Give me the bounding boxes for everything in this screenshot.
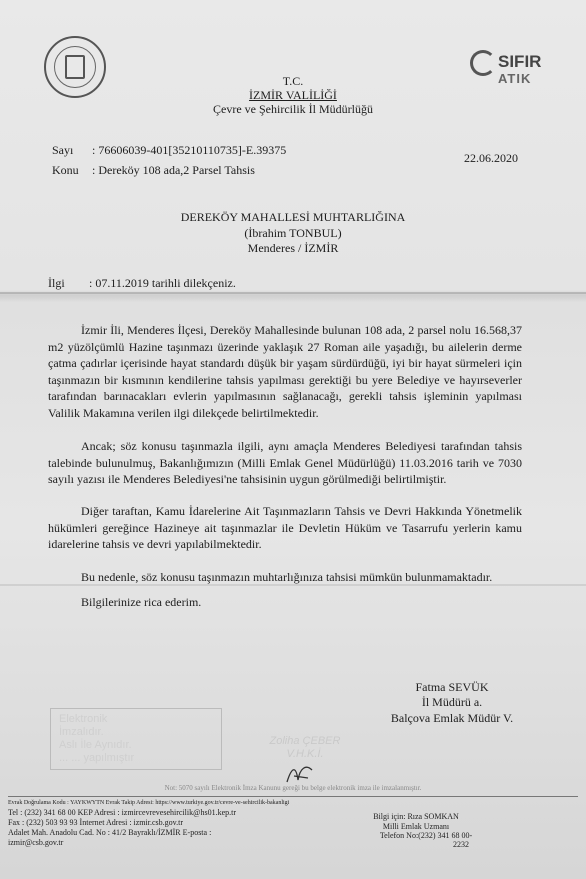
- footer-address: Adalet Mah. Anadolu Cad. No : 41/2 Bayraklı/İZMİR E-posta :: [8, 828, 212, 837]
- ilgi-value: : 07.11.2019 tarihli dilekçeniz.: [89, 276, 236, 290]
- footer-email: izmir@csb.gov.tr: [8, 838, 64, 847]
- stamp-line: Aslı İle Aynıdır.: [59, 739, 132, 751]
- electronic-signature-stamp: [50, 708, 222, 770]
- verification-stamp: [250, 735, 360, 761]
- signer-name: Fatma SEVÜK: [415, 680, 489, 694]
- header-tc: T.C.: [282, 74, 304, 88]
- signer-office: Balçova Emlak Müdür V.: [390, 711, 514, 725]
- body-paragraph-4: Bu nedenle, söz konusu taşınmazın muhtarlığınıza tahsisi mümkün bulunmamaktadır.: [81, 570, 493, 584]
- stamp-line: Elektronik: [59, 713, 108, 725]
- addressee-title: DEREKÖY MAHALLESİ MUHTARLIĞINA: [180, 210, 406, 224]
- logo-text-1: SIFIR: [498, 52, 542, 71]
- body-paragraph-1: İzmir İli, Menderes İlçesi, Dereköy Mahallesinde bulunan 108 ada, 2 parsel nolu 16.568,37 m2 yüzölçümlü Hazine taşınmazı üzerinde yaklaşık 27 Roman aile yaşadığı, bu ailelerin derme çatma çadırlar içerisinde hayat standardı düşük bir yaşam sürdürdüğü, iyi bir hayat sürmeleri için taşınmazın bir kısmının kendilerine tahsis yapılması gerektiği bu yere Belediye ve hayırseverler tarafından barınacakları evlerin yapılmasının sağlanacağı, gerekli tahsis işleminin yapılması Valilik Makamına verilen ilgi dilekçede belirtilmektedir.: [48, 323, 522, 420]
- addressee-location: Menderes / İZMİR: [247, 241, 339, 255]
- esign-note: Not: 5070 sayılı Elektronik İmza Kanunu gereği bu belge elektronik imza ile imzalanmıştır.: [164, 784, 422, 792]
- footer-fax: Fax : (232) 503 93 93 İnternet Adresi : izmir.csb.gov.tr: [8, 818, 184, 827]
- stamp-line: İmzalıdır.: [59, 726, 104, 738]
- stamp-line: V.H.K.İ.: [286, 748, 324, 760]
- body-paragraph-3: Diğer taraftan, Kamu İdarelerine Ait Taşınmazların Tahsis ve Devri Hakkında Yönetmelik hükümleri gereğince Hazineye ait taşınmazlar ile Devletin Hüküm ve Tasarrufu yerlerin kamu idarelerine tahsis ve devri yapılabilmektedir.: [48, 504, 522, 552]
- stamp-line: Zoliha ÇEBER: [269, 735, 341, 747]
- addressee-name: (İbrahim TONBUL): [244, 226, 342, 240]
- footer-verify: Evrak Doğrulama Kodu : YAYKWYTN Evrak Takip Adresi: https://www.turkiye.gov.tr/cevre-ve-sehircilik-bakanligi: [8, 800, 290, 806]
- ilgi-label: İlgi: [48, 276, 65, 290]
- recycle-ring-icon: [470, 50, 496, 76]
- logo-text-2: ATIK: [498, 71, 532, 86]
- paper-fold: [0, 292, 586, 294]
- header-valilik: İZMİR VALİLİĞİ: [249, 88, 337, 102]
- stamp-line: ... ... yapılmıştır: [59, 752, 135, 764]
- footer-info-ext: 2232: [453, 840, 469, 849]
- konu-value: : Dereköy 108 ada,2 Parsel Tahsis: [92, 163, 255, 177]
- konu-label: Konu: [52, 163, 79, 177]
- header-mudurluk: Çevre ve Şehircilik İl Müdürlüğü: [213, 102, 373, 116]
- signer-title: İl Müdürü a.: [421, 695, 483, 709]
- sayi-value: : 76606039-401[35210110735]-E.39375: [92, 143, 287, 157]
- footer-divider: [8, 796, 578, 797]
- footer-info-phone: Telefon No:(232) 341 68 00-: [379, 831, 473, 840]
- document-date: 22.06.2020: [464, 151, 518, 165]
- body-paragraph-2: Ancak; söz konusu taşınmazla ilgili, aynı amaçla Menderes Belediyesi tarafından tahsis talebinde bulunulmuş, Bakanlığımızın (Milli Emlak Genel Müdürlüğü) 11.03.2016 tarih ve 7030 sayılı yazısı ile Menderes Belediyesi'ne tahsisinin uygun görülmediği belirtilmiştir.: [48, 439, 522, 487]
- footer-info-title: Milli Emlak Uzmanı: [382, 822, 450, 831]
- footer-info-name: Bilgi için: Rıza SOMKAN: [373, 812, 459, 821]
- body-paragraph-5: Bilgilerinize rica ederim.: [81, 595, 202, 609]
- sayi-label: Sayı: [52, 143, 74, 157]
- footer-tel: Tel : (232) 341 68 00 KEP Adresi : izmircevrevesehircilik@hs01.kep.tr: [8, 808, 237, 817]
